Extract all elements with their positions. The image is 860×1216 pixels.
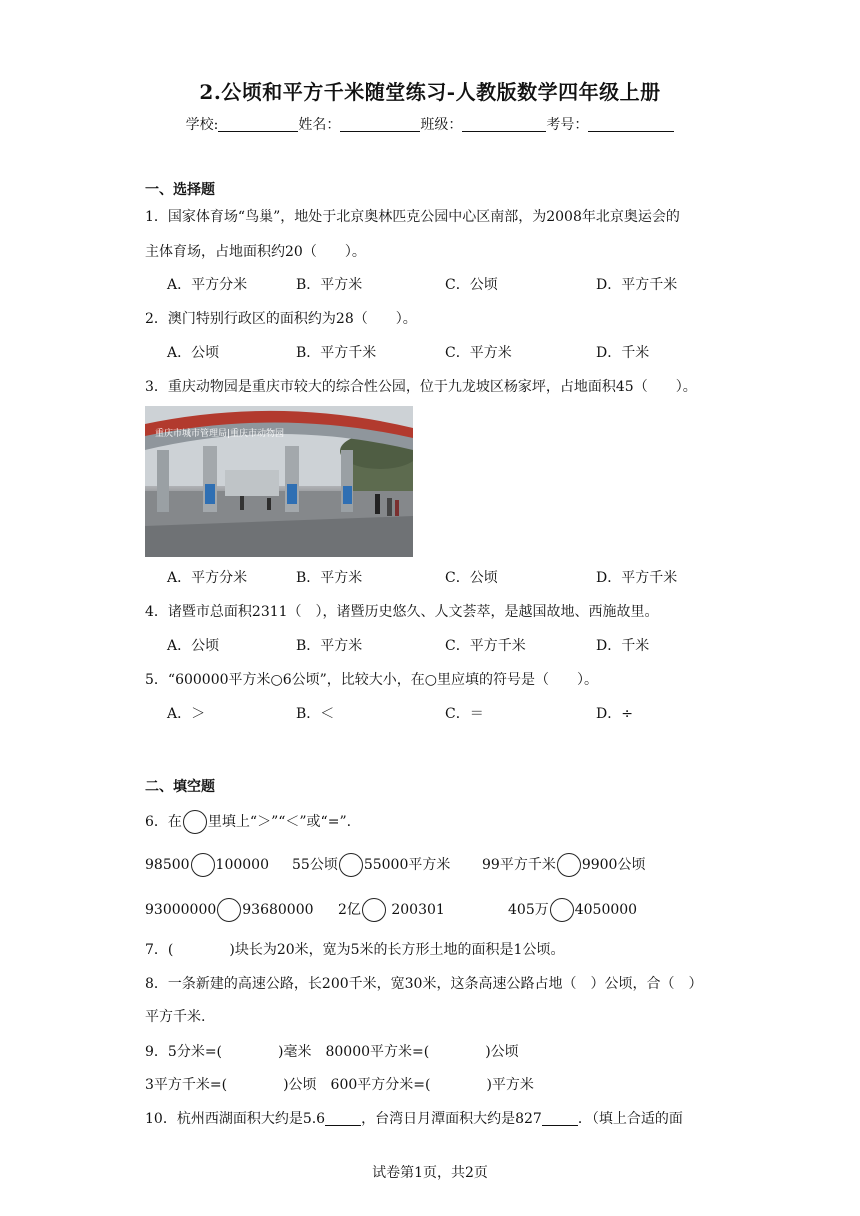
q6-row1-item1 (145, 853, 269, 877)
compare-right-value: 9900公顷 (581, 857, 646, 873)
q4-option-d: D．千米 (596, 638, 650, 654)
q1-option-d: D．平方千米 (596, 277, 678, 293)
class-label: 班级： (420, 117, 463, 133)
q6-prefix: 6．在 (145, 814, 182, 830)
compare-right-value: 200301 (386, 902, 445, 918)
q10-text (145, 1110, 683, 1128)
compare-left-value: 55公顷 (292, 857, 338, 873)
compare-right-value: 100000 (215, 857, 269, 873)
page-title: 2.公顷和平方千米随堂练习-人教版数学四年级上册 (199, 80, 661, 104)
q10-blank1[interactable] (325, 1111, 361, 1126)
q6-row2-item3 (508, 898, 637, 922)
q1-text-line2: 主体育场，占地面积约20（ ）。 (145, 244, 366, 260)
q1-option-a: A．平方分米 (167, 277, 248, 293)
compare-left-value: 2亿 (338, 902, 361, 918)
q3-option-d: D．平方千米 (596, 570, 678, 586)
compare-left-value: 99平方千米 (482, 857, 556, 873)
q10-blank2[interactable] (542, 1111, 578, 1126)
q4-option-c: C．平方千米 (445, 638, 526, 654)
exam-no-blank (588, 117, 674, 132)
q2-option-b: B．平方千米 (296, 345, 377, 361)
q4-option-b: B．平方米 (296, 638, 363, 654)
compare-left-value: 98500 (145, 857, 190, 873)
zoo-gate-illustration (145, 406, 413, 557)
compare-circle[interactable] (191, 853, 215, 877)
compare-circle[interactable] (217, 898, 241, 922)
q2-option-d: D．千米 (596, 345, 650, 361)
q9-text-line1: 9．5分米=( )毫米 80000平方米=( )公顷 (145, 1044, 519, 1060)
compare-right-value: 4050000 (574, 902, 638, 918)
compare-circle[interactable] (550, 898, 574, 922)
q5-option-c: C．＝ (445, 706, 484, 722)
compare-circle[interactable] (362, 898, 386, 922)
q2-option-a: A．公顷 (167, 345, 220, 361)
q10-part1: 10．杭州西湖面积大约是5.6 (145, 1111, 326, 1127)
compare-left-value: 405万 (508, 902, 549, 918)
q6-instruction (145, 810, 351, 834)
q6-row2-item2 (338, 898, 445, 922)
q1-option-b: B．平方米 (296, 277, 363, 293)
zoo-gate-photo (145, 406, 413, 557)
q2-option-c: C．平方米 (445, 345, 512, 361)
q7-text: 7．( )块长为20米，宽为5米的长方形土地的面积是1公顷。 (145, 942, 565, 958)
compare-right-value: 55000平方米 (363, 857, 451, 873)
q4-option-a: A．公顷 (167, 638, 220, 654)
gate-sign-text: 重庆市城市管理局|重庆市动物园 (155, 429, 285, 439)
q8-text-line1: 8．一条新建的高速公路，长200千米，宽30米，这条高速公路占地（ ）公顷，合（ ） (145, 976, 703, 992)
page-footer: 试卷第1页，共2页 (372, 1165, 488, 1181)
school-label: 学校: (185, 117, 219, 133)
compare-left-value: 93000000 (145, 902, 217, 918)
q3-option-c: C．公顷 (445, 570, 498, 586)
class-blank (462, 117, 546, 132)
q5-option-b: B．＜ (296, 706, 335, 722)
name-blank (340, 117, 420, 132)
q6-suffix: 里填上“＞”“＜”或“=”. (207, 814, 352, 830)
q10-part2: ，台湾日月潭面积大约是827 (361, 1111, 542, 1127)
q1-text-line1: 1．国家体育场“鸟巢”，地处于北京奥林匹克公园中心区南部，为2008年北京奥运会的 (145, 209, 680, 225)
q3-option-a: A．平方分米 (167, 570, 248, 586)
q3-text: 3．重庆动物园是重庆市较大的综合性公园，位于九龙坡区杨家坪，占地面积45（ ）。 (145, 379, 697, 395)
exam-no-label: 考号： (546, 117, 589, 133)
q9-text-line2: 3平方千米=( )公顷 600平方分米=( )平方米 (145, 1077, 534, 1093)
name-label: 姓名： (298, 117, 341, 133)
compare-circle[interactable] (183, 810, 207, 834)
q5-option-d: D．÷ (596, 706, 633, 722)
q3-option-b: B．平方米 (296, 570, 363, 586)
q2-text: 2．澳门特别行政区的面积约为28（ ）。 (145, 311, 417, 327)
q4-text: 4．诸暨市总面积2311（ ），诸暨历史悠久、人文荟萃，是越国故地、西施故里。 (145, 604, 659, 620)
compare-circle[interactable] (557, 853, 581, 877)
q6-row2-item1 (145, 898, 314, 922)
q6-row1-item3 (482, 853, 645, 877)
q6-row1-item2 (292, 853, 450, 877)
q1-option-c: C．公顷 (445, 277, 498, 293)
compare-circle[interactable] (339, 853, 363, 877)
school-blank (218, 117, 298, 132)
q10-part3: ．（填上合适的面 (577, 1111, 683, 1127)
q8-text-line2: 平方千米. (145, 1009, 206, 1025)
compare-right-value: 93680000 (242, 902, 314, 918)
q5-option-a: A．＞ (167, 706, 206, 722)
q5-text: 5．“600000平方米○6公顷”，比较大小，在○里应填的符号是（ ）。 (145, 672, 599, 688)
section-title-fill: 二、填空题 (145, 779, 215, 795)
section-title-choice: 一、选择题 (145, 182, 215, 198)
student-info-row (0, 114, 860, 134)
